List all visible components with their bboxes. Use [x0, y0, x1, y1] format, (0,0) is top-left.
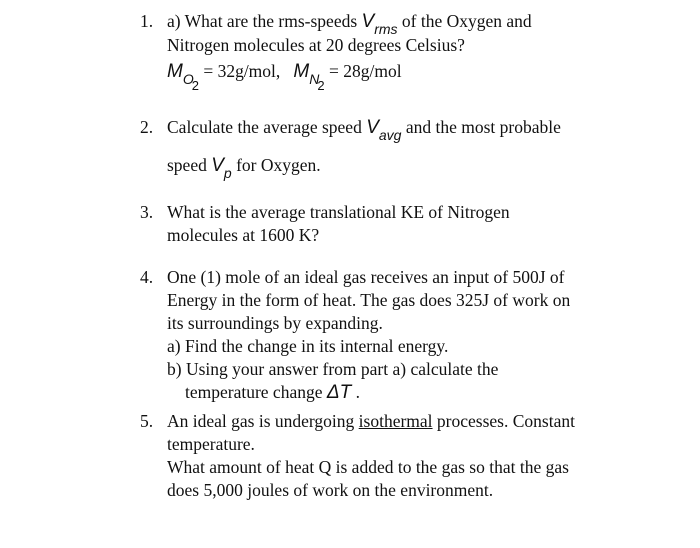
question-body [167, 266, 617, 404]
text: An ideal gas is undergoing [167, 411, 359, 431]
text: = 32g/mol, [198, 61, 281, 81]
delta-t-symbol: ΔT [326, 382, 352, 403]
velocity-symbol: V [366, 117, 379, 138]
text: processes. Constant [432, 411, 575, 431]
question-line: One (1) mole of an ideal gas receives an input of 500J of [167, 267, 565, 287]
text: = 28g/mol [324, 61, 402, 81]
question-number: 3. [140, 202, 154, 222]
text: a) What are the rms-speeds [167, 11, 362, 31]
question-line: molecules at 1600 K? [167, 225, 320, 245]
question-body [167, 116, 617, 181]
question-line [167, 154, 617, 181]
question-line: does 5,000 joules of work on the environment. [167, 480, 494, 500]
question-line [167, 410, 617, 433]
question-body [167, 10, 617, 93]
question-line: b) Using your answer from part a) calculate the [167, 359, 499, 379]
text: . [351, 382, 360, 402]
subscript: rms [374, 21, 398, 37]
question-line: What is the average translational KE of Nitrogen [167, 202, 510, 222]
subscript: avg [378, 127, 402, 143]
mass-symbol: M [293, 61, 310, 82]
question-body [167, 410, 617, 502]
question-line: a) Find the change in its internal energy. [167, 336, 449, 356]
molar-mass-line [167, 60, 617, 93]
underlined-term: isothermal [358, 411, 433, 431]
question-line: What amount of heat Q is added to the gas so that the gas [167, 457, 569, 477]
subscript: p [223, 165, 232, 181]
text: speed [167, 155, 212, 175]
text: of the Oxygen and [397, 11, 532, 31]
text: for Oxygen. [231, 155, 321, 175]
text: and the most probable [401, 117, 561, 137]
question-number: 1. [140, 11, 154, 31]
sub-subscript: 2 [191, 78, 199, 93]
question-line [167, 381, 617, 404]
subscript: N [309, 71, 320, 87]
velocity-symbol: V [211, 155, 224, 176]
question-number: 4. [140, 267, 154, 287]
question-number: 5. [140, 411, 154, 431]
question-line: temperature. [167, 434, 255, 454]
mass-symbol: M [167, 61, 183, 82]
text: temperature change [185, 382, 327, 402]
question-line [167, 116, 617, 143]
text: Calculate the average speed [167, 117, 367, 137]
question-line: Energy in the form of heat. The gas does 325J of work on [167, 290, 571, 310]
question-body [167, 201, 617, 247]
question-line: Nitrogen molecules at 20 degrees Celsius? [167, 35, 465, 55]
velocity-symbol: V [361, 11, 375, 32]
sub-subscript: 2 [317, 78, 325, 93]
question-line: its surroundings by expanding. [167, 313, 383, 333]
subscript: O [182, 71, 194, 87]
question-number: 2. [140, 117, 154, 137]
question-line [167, 10, 617, 37]
